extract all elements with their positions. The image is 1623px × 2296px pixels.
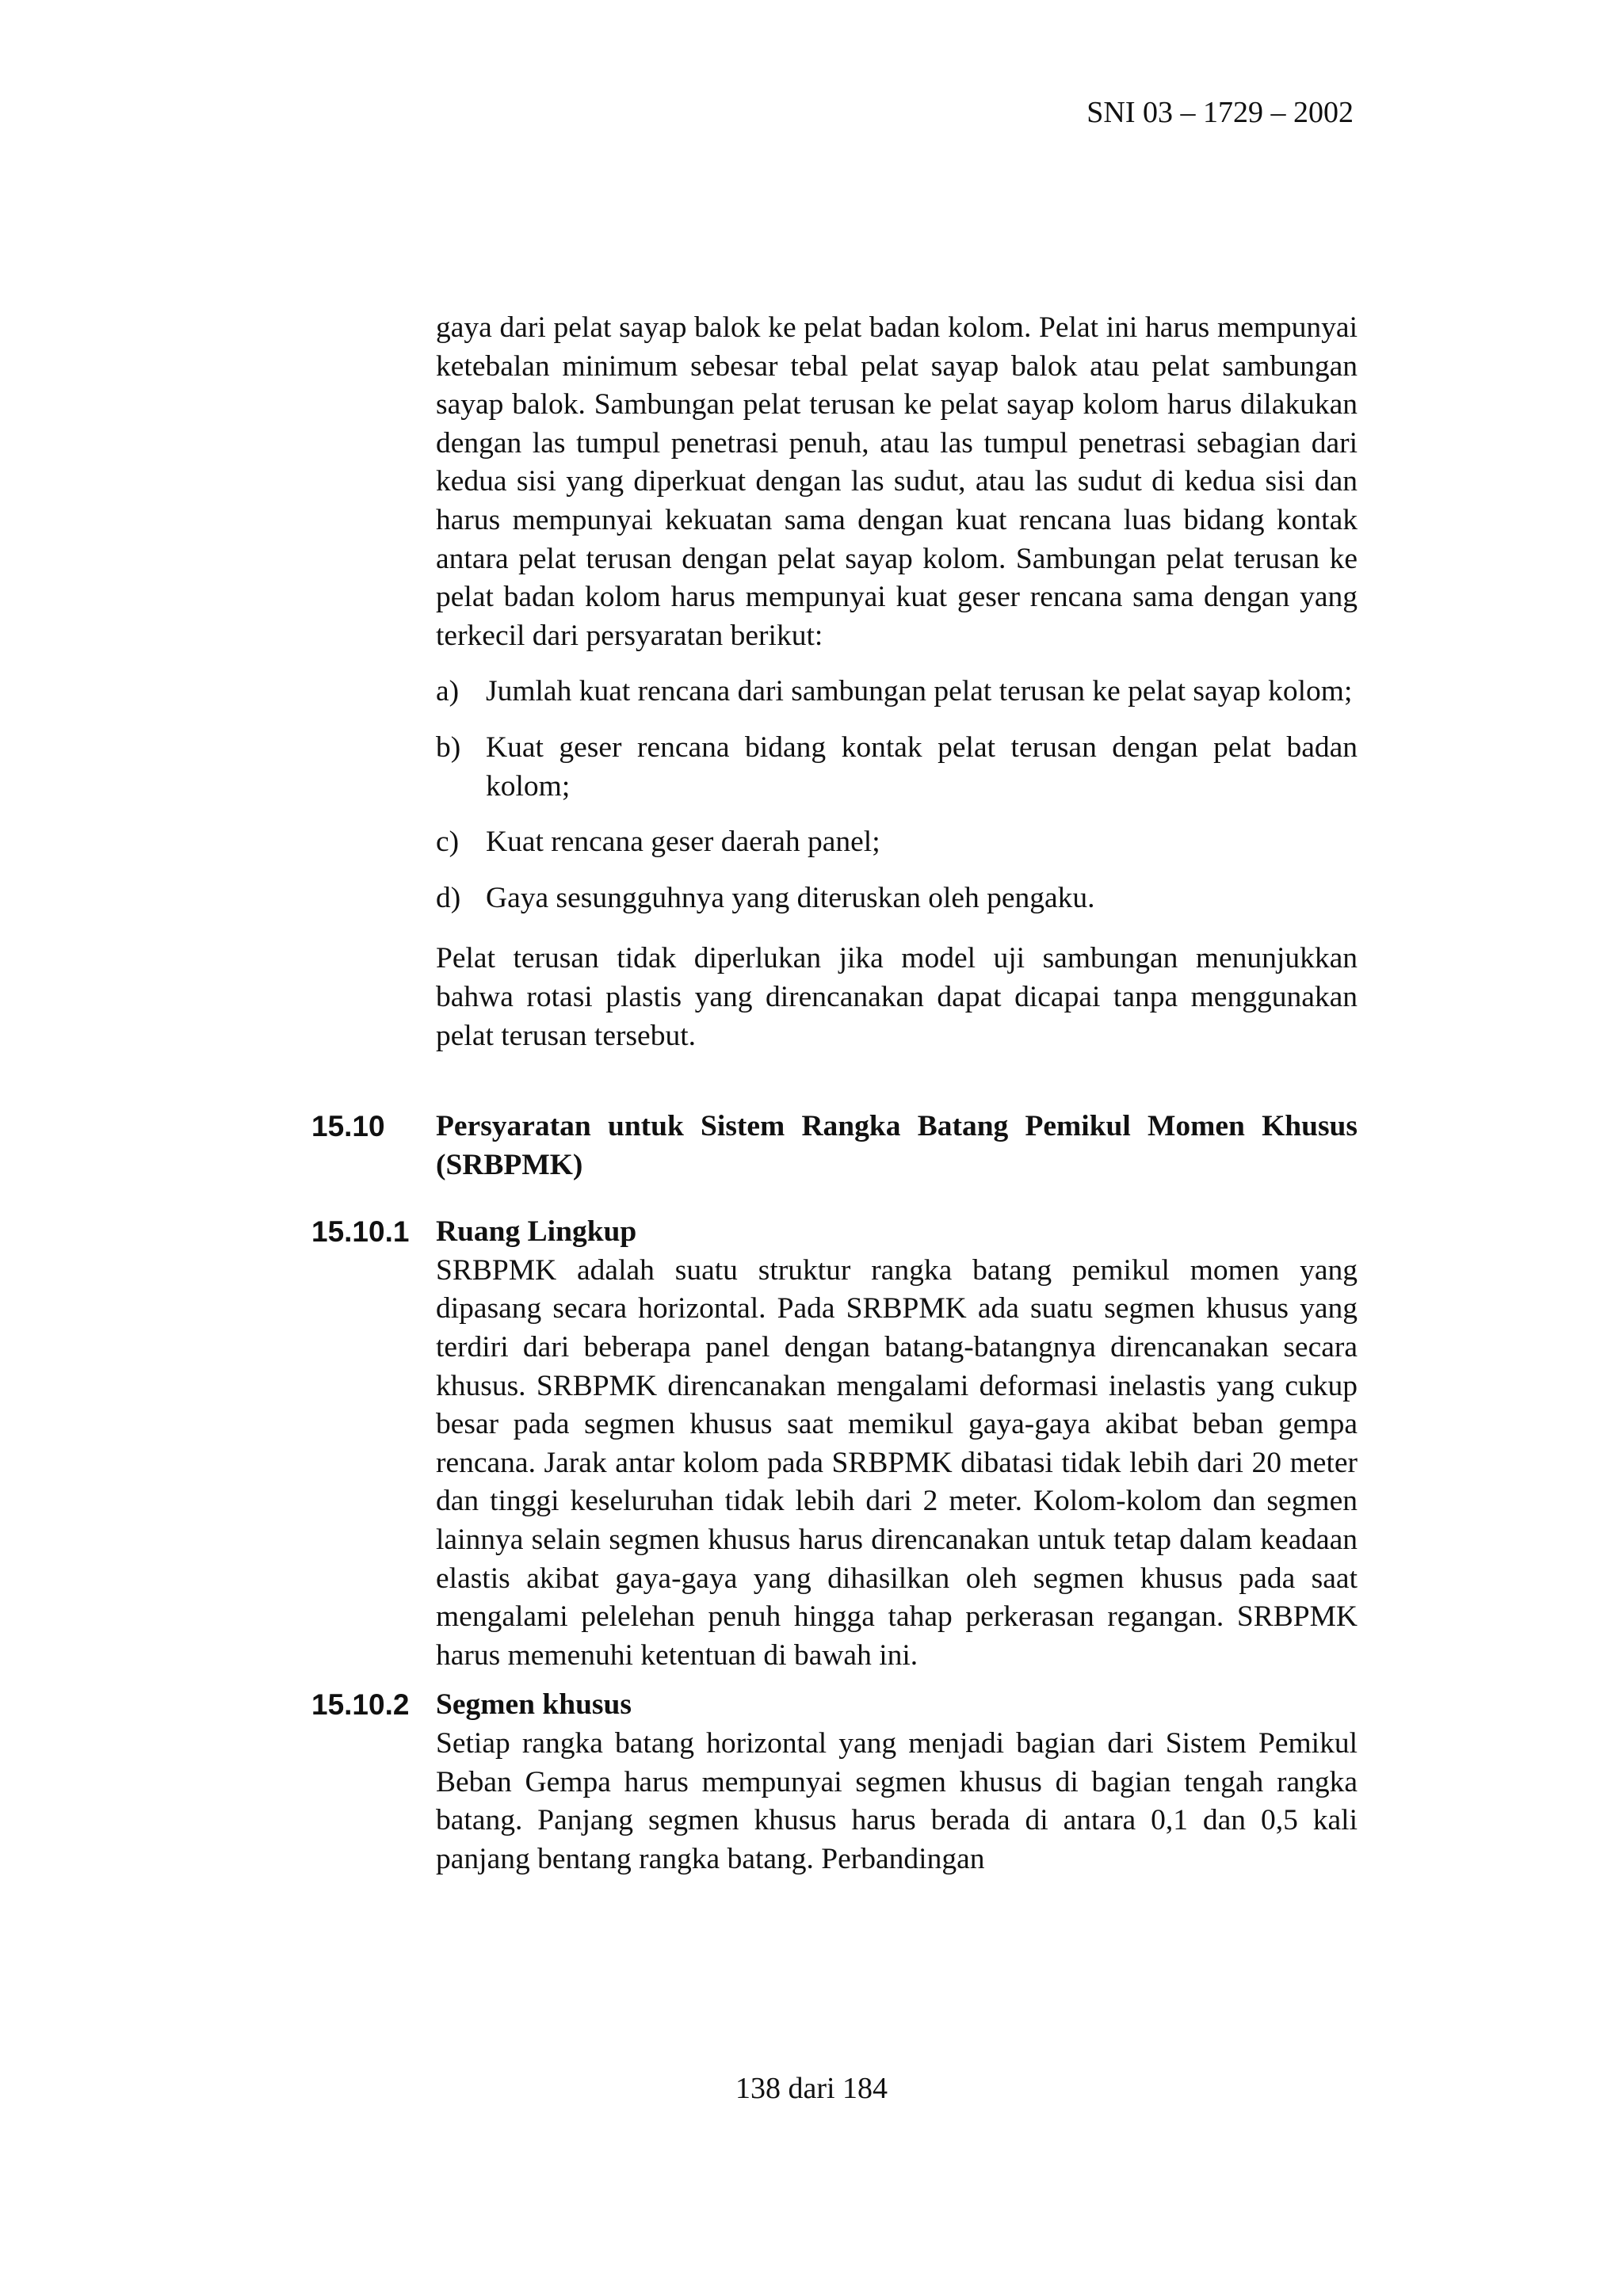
- list-marker: c): [436, 826, 460, 859]
- list-item: [436, 879, 1358, 918]
- list-item: [436, 823, 1358, 862]
- list-item-text: Kuat rencana geser daerah panel;: [486, 826, 880, 859]
- section-heading: [311, 1108, 1358, 1184]
- list-marker: b): [436, 730, 461, 764]
- requirements-list: [436, 673, 1358, 917]
- list-marker: a): [436, 675, 460, 708]
- subsection-number: 15.10.2: [311, 1688, 410, 1722]
- list-item-text: Kuat geser rencana bidang kontak pelat terusan dengan pelat badan kolom;: [486, 730, 1358, 803]
- closing-paragraph: Pelat terusan tidak diperlukan jika model uji sambungan menunjukkan bahwa rotasi plastis yang direncanakan dapat dicapai tanpa menggunakan pelat terusan tersebut.: [436, 942, 1358, 1052]
- subsection-number: 15.10.1: [311, 1215, 410, 1249]
- section-number: 15.10: [311, 1110, 385, 1143]
- intro-paragraph: gaya dari pelat sayap balok ke pelat badan kolom. Pelat ini harus mempunyai ketebalan minimum sebesar tebal pelat sayap balok atau pelat sambungan sayap balok. Sambungan pelat terusan ke pelat sayap kolom harus dilakukan dengan las tumpul penetrasi penuh, atau las tumpul penetrasi sebagian dari kedua sisi yang diperkuat dengan las sudut, atau las sudut di kedua sisi dan harus mempunyai kekuatan sama dengan kuat rencana luas bidang kontak antara pelat terusan dengan pelat sayap kolom. Sambungan pelat terusan ke pelat badan kolom harus mempunyai kuat geser rencana sama dengan yang terkecil dari persyaratan berikut:: [436, 311, 1358, 652]
- subsection-title: Segmen khusus: [436, 1688, 632, 1722]
- subsection-text: SRBPMK adalah suatu struktur rangka batang pemikul momen yang dipasang secara horizontal. Pada SRBPMK ada suatu segmen khusus yang terdiri dari beberapa panel dengan batang-batangnya direncanakan secara khusus. SRBPMK direncanakan mengalami deformasi inelastis yang cukup besar pada segmen khusus saat memikul gaya-gaya akibat beban gempa rencana. Jarak antar kolom pada SRBPMK dibatasi tidak lebih dari 20 meter dan tinggi keseluruhan tidak lebih dari 2 meter. Kolom-kolom dan segmen lainnya selain segmen khusus harus direncanakan untuk tetap dalam keadaan elastis akibat gaya-gaya yang dihasilkan oleh segmen khusus pada saat mengalami pelelehan penuh hingga tahap perkerasan regangan. SRBPMK harus memenuhi ketentuan di bawah ini.: [436, 1253, 1358, 1672]
- list-marker: d): [436, 881, 461, 914]
- list-item: [436, 729, 1358, 806]
- list-item: [436, 673, 1358, 711]
- subsection-text: Setiap rangka batang horizontal yang menjadi bagian dari Sistem Pemikul Beban Gempa harus mempunyai segmen khusus di bagian tengah rangka batang. Panjang segmen khusus harus berada di antara 0,1 dan 0,5 kali panjang bentang rangka batang. Perbandingan: [436, 1727, 1358, 1875]
- document-code-header: SNI 03 – 1729 – 2002: [1086, 96, 1354, 129]
- list-item-text: Gaya sesungguhnya yang diteruskan oleh pengaku.: [486, 881, 1095, 914]
- section-title: Persyaratan untuk Sistem Rangka Batang Pemikul Momen Khusus (SRBPMK): [436, 1110, 1358, 1181]
- subsection-ruang-lingkup: [311, 1213, 1358, 1675]
- subsection-segmen-khusus: [311, 1686, 1358, 1878]
- subsection-title: Ruang Lingkup: [436, 1215, 637, 1249]
- document-body: [311, 309, 1358, 1878]
- list-item-text: Jumlah kuat rencana dari sambungan pelat terusan ke pelat sayap kolom;: [486, 675, 1353, 708]
- page-number-footer: 138 dari 184: [735, 2072, 888, 2105]
